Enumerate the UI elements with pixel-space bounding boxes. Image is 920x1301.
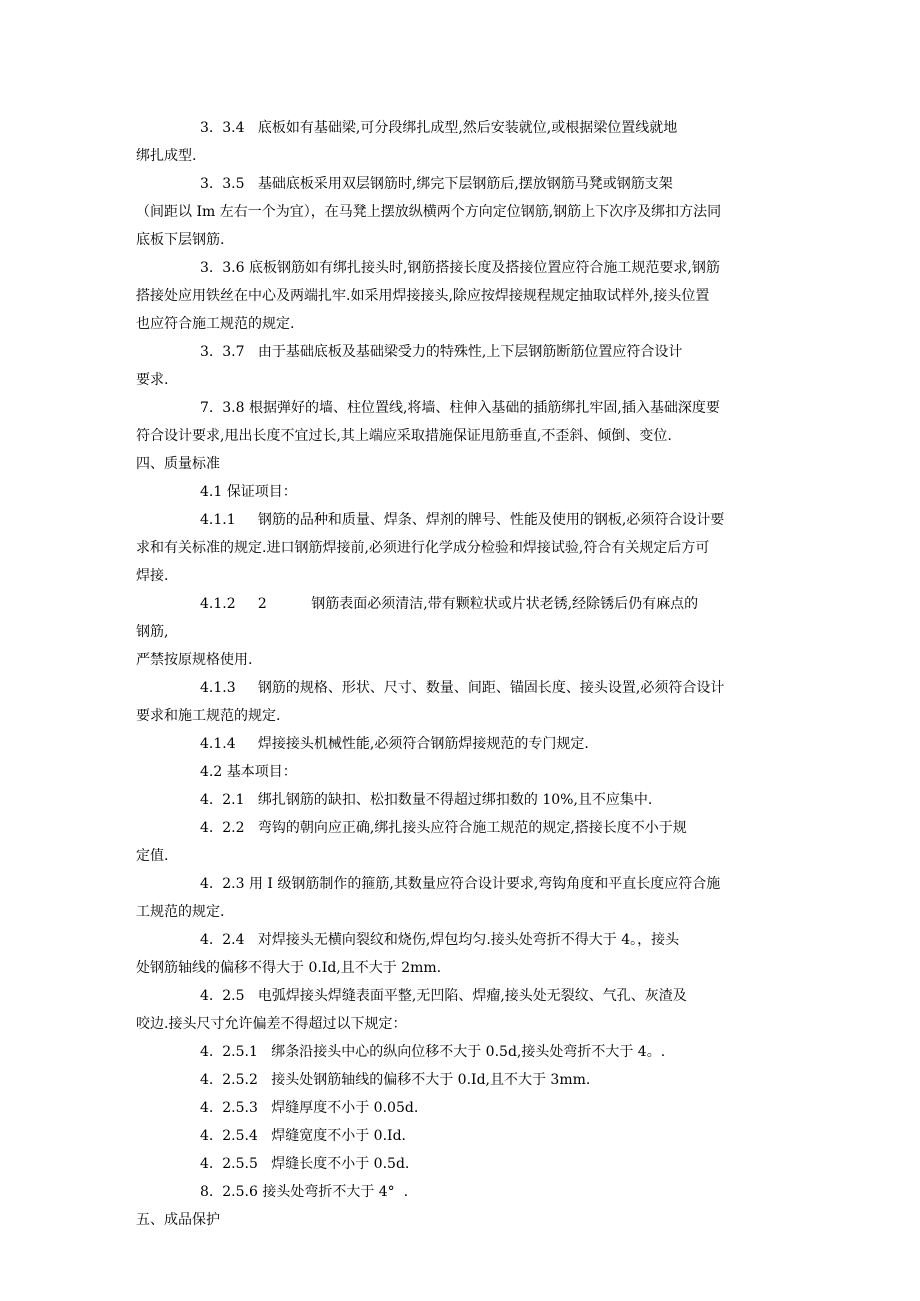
- text-line: 4. 2.2 弯钩的朝向应正确,绑扎接头应符合施工规范的规定,搭接长度不小于规: [200, 820, 687, 836]
- text-line: 4.1.1 钢筋的品种和质量、焊条、焊剂的牌号、性能及使用的钢板,必须符合设计要: [200, 512, 725, 528]
- text-line: 要求和施工规范的规定.: [136, 708, 281, 724]
- text-line: 钢筋,: [136, 624, 169, 640]
- text-line: 4. 2.5.5 焊缝长度不小于 0.5d.: [200, 1156, 410, 1172]
- text-line: 4. 2.1 绑扎钢筋的缺扣、松扣数量不得超过绑扣数的 10%,且不应集中.: [200, 792, 653, 808]
- text-line: 焊接.: [136, 568, 169, 584]
- text-line: 工规范的规定.: [136, 904, 225, 920]
- text-line: 要求.: [136, 372, 169, 388]
- text-line: 4. 2.5.3 焊缝厚度不小于 0.05d.: [200, 1100, 419, 1116]
- text-line: 4. 2.4 对焊接头无横向裂纹和烧伤,焊包均匀.接头处弯折不得大于 4。，接头: [200, 932, 680, 948]
- subsection-heading: 4.2 基本项目：: [200, 764, 297, 780]
- text-line: 4.1.2 2 钢筋表面必须清洁,带有颗粒状或片状老锈,经除锈后仍有麻点的: [200, 596, 699, 612]
- text-line: 咬边.接头尺寸允许偏差不得超过以下规定：: [136, 1016, 407, 1032]
- text-line: （间距以 Im 左右一个为宜），在马凳上摆放纵横两个方向定位钢筋,钢筋上下次序及绑扣方法同: [136, 204, 722, 220]
- text-line: 绑扎成型.: [136, 148, 197, 164]
- subsection-heading: 4.1 保证项目：: [200, 484, 297, 500]
- section-heading: 四、质量标准: [136, 456, 220, 472]
- text-line: 3. 3.7 由于基础底板及基础梁受力的特殊性,上下层钢筋断筋位置应符合设计: [200, 344, 683, 360]
- text-line: 符合设计要求,甩出长度不宜过长,其上端应采取措施保证甩筋垂直,不歪斜、倾倒、变位.: [136, 428, 672, 444]
- text-line: 4. 2.5 电弧焊接头焊缝表面平整,无凹陷、焊瘤,接头处无裂纹、气孔、灰渣及: [200, 988, 687, 1004]
- text-line: 严禁按原规格使用.: [136, 652, 253, 668]
- text-line: 4. 2.5.4 焊缝宽度不小于 0.Id.: [200, 1128, 406, 1144]
- text-line: 4. 2.5.1 绑条沿接头中心的纵向位移不大于 0.5d,接头处弯折不大于 4。.: [200, 1044, 666, 1060]
- section-heading: 五、成品保护: [136, 1212, 220, 1228]
- text-line: 3. 3.6 底板钢筋如有绑扎接头时,钢筋搭接长度及搭接位置应符合施工规范要求,钢筋: [200, 260, 720, 276]
- text-line: 3. 3.5 基础底板采用双层钢筋时,绑完下层钢筋后,摆放钢筋马凳或钢筋支架: [200, 176, 673, 192]
- text-line: 4.1.4 焊接接头机械性能,必须符合钢筋焊接规范的专门规定.: [200, 736, 589, 752]
- text-line: 7. 3.8 根据弹好的墙、柱位置线,将墙、柱伸入基础的插筋绑扎牢固,插入基础深度要: [200, 400, 720, 416]
- text-line: 处钢筋轴线的偏移不得大于 0.Id,且不大于 2mm.: [136, 960, 442, 976]
- text-line: 3. 3.4 底板如有基础梁,可分段绑扎成型,然后安装就位,或根据梁位置线就地: [200, 120, 678, 136]
- text-line: 8. 2.5.6 接头处弯折不大于 4° .: [200, 1184, 409, 1200]
- text-line: 4. 2.5.2 接头处钢筋轴线的偏移不大于 0.Id,且不大于 3mm.: [200, 1072, 591, 1088]
- text-line: 搭接处应用铁丝在中心及两端扎牢.如采用焊接接头,除应按焊接规程规定抽取试样外,接头位置: [136, 288, 710, 304]
- text-line: 定值.: [136, 848, 169, 864]
- text-line: 底板下层钢筋.: [136, 232, 225, 248]
- text-line: 也应符合施工规范的规定.: [136, 316, 295, 332]
- text-line: 求和有关标准的规定.进口钢筋焊接前,必须进行化学成分检验和焊接试验,符合有关规定后方可: [136, 540, 710, 556]
- text-line: 4.1.3 钢筋的规格、形状、尺寸、数量、间距、锚固长度、接头设置,必须符合设计: [200, 680, 725, 696]
- text-line: 4. 2.3 用 I 级钢筋制作的箍筋,其数量应符合设计要求,弯钩角度和平直长度应符合施: [200, 876, 721, 892]
